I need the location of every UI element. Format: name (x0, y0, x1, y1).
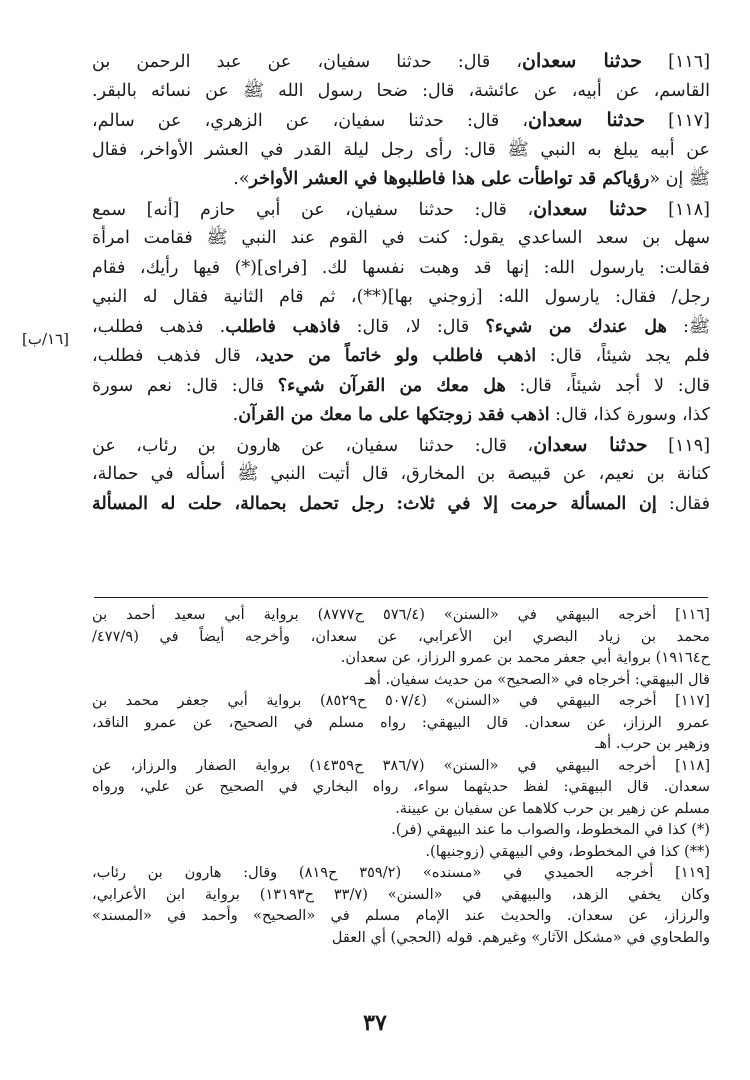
text-segment: سهل بن سعد الساعدي يقول: كنت في القوم عند النبي ﷺ فقامت امرأة (92, 228, 710, 248)
text-segment: ، قال فذهب فطلب، (92, 346, 261, 366)
bold-text: فاذهب فاطلب (225, 316, 341, 337)
footnote-line: قال البيهقي: أخرجاه في «الصحيح» من حديث سفيان. أهـ (364, 670, 710, 688)
text-line (92, 224, 710, 254)
hadith-heading: حدثنا سعدان (533, 197, 648, 220)
text-segment: ﷺ إن « (649, 169, 710, 189)
hadith-heading: حدثنا سعدان (522, 50, 643, 72)
text-segment: ، قال: حدثنا سفيان، عن أبي حازم [أنه] سمع (92, 199, 534, 220)
footnote-line: [١١٧] أخرجه البيهقي في «السنن» (٥٠٧/٤ ح٨٥٢٩) برواية أبي جعفر محمد بن (92, 692, 710, 709)
text-line (92, 342, 710, 372)
text-line (92, 47, 710, 77)
footnote-line: سعدان. قال البيهقي: لفظ حديثهما سواء، رواه البخاري في الصحيح عن علي، ورواه (92, 778, 710, 795)
text-segment: فقال: (656, 493, 710, 514)
footnote-line: محمد بن زياد البصري ابن الأعرابي، عن سعدان، وأخرجه أيضاً في (٤٧٧/٩/ (92, 627, 710, 645)
text-line (92, 283, 710, 313)
text-line (92, 195, 710, 225)
text-segment: [١١٨] (647, 199, 710, 220)
footnote-line: عمرو الرزاز، عن سعدان. قال البيهقي: رواه مسلم في الصحيح، عن عمرو الناقد، (92, 713, 710, 731)
footnote-line: [١١٦] أخرجه البيهقي في «السنن» (٥٧٦/٤ ح٨٧٧٧) برواية أبي سعيد أحمد بن (92, 606, 710, 623)
text-segment: ، قال: حدثنا سفيان، عن الزهري، عن سالم، (92, 111, 529, 131)
bold-text: هل معك من القرآن شيء؟ (277, 375, 506, 396)
footnote-line: [١١٩] أخرجه الحميدي في «مسنده» (٣٥٩/٢ ح٨١٩) وقال: هارون بن رئاب، (92, 864, 710, 881)
text-line (92, 372, 710, 402)
text-segment: كنانة بن نعيم، عن قبيصة بن المخارق، قال أتيت النبي ﷺ أسأله في حمالة، (92, 464, 710, 484)
footnote-line: وكان يخفي الزهد، والبيهقي في «السنن» (٣٣/٧ ح١٣١٩٣) برواية ابن الأعرابي، (92, 885, 710, 903)
footnote-separator (94, 597, 708, 598)
footnote-line: وزهير بن حرب. أهـ (595, 735, 710, 752)
text-segment: [١١٩] (647, 435, 711, 456)
text-segment: قال: قال: نعم سورة (92, 375, 278, 396)
footnote-line: [١١٨] أخرجه البيهقي في «السنن» (٣٨٦/٧ ح١٤٣٥٩) برواية الصفار والرزاز، عن (92, 756, 711, 774)
text-line (92, 431, 710, 461)
footnote-line: والرزاز، عن سعدان. والحديث عند الإمام مسلم في «الصحيح» وأحمد في «المسند» (92, 907, 710, 924)
bold-text: إن المسألة حرمت إلا في ثلاث: رجل تحمل بحمالة، حلت له المسألة (92, 493, 657, 514)
text-segment: قال: لا أجد شيئاً، قال: (505, 375, 711, 396)
text-line (92, 460, 710, 490)
footnote-line: (*) كذا في المخطوط، والصواب ما عند البيهقي (فر). (391, 821, 710, 838)
text-segment: فلم يجد شيئاً، قال: (536, 346, 710, 366)
text-segment: . (232, 405, 239, 425)
text-line (92, 490, 710, 520)
text-line (92, 106, 710, 136)
page-number: ٣٧ (363, 1010, 387, 1036)
text-segment: القاسم، عن أبيه، عن عائشة، قال: ضحا رسول الله ﷺ عن نسائه بالبقر. (92, 80, 710, 101)
text-line (92, 401, 710, 431)
text-segment: فقالت: يارسول الله: إنها قد وهبت نفسها لك. [فراى](*) فيها رأيك، فقام (92, 257, 710, 278)
text-segment: ، قال: حدثنا سفيان، عن عبد الرحمن بن (92, 52, 522, 72)
footnote-line: ح١٩١٦٤) برواية أبي جعفر محمد بن عمرو الرزاز، عن سعدان. (340, 649, 710, 666)
text-segment: [١١٦] (642, 52, 711, 72)
text-line (92, 77, 710, 107)
text-segment: [١١٧] (645, 111, 710, 131)
hadith-heading: حدثنا سعدان (528, 109, 646, 131)
text-segment: رجل/ فقال: يارسول الله: [زوجني بها](**)، ثم قام الثانية فقال له النبي (92, 287, 710, 307)
text-line (92, 165, 710, 195)
text-segment: ﷺ: (666, 316, 711, 337)
bold-text: رؤياكم قد تواطأت على هذا فاطلبوها في العشر الأواخر (249, 169, 650, 189)
hadith-heading: حدثنا سعدان (533, 433, 648, 456)
footnote-line: (**) كذا في المخطوط، وفي البيهقي (زوجنيها). (425, 842, 710, 860)
footnote-line: مسلم عن زهير بن حرب كلاهما عن سفيان بن عيينة. (395, 799, 710, 817)
manuscript-folio-note: [١٦/ب] (22, 330, 70, 348)
text-segment: كذا، وسورة كذا، قال: (549, 405, 710, 425)
text-segment: . فذهب فطلب، (92, 316, 226, 337)
bold-text: هل عندك من شيء؟ (485, 316, 667, 337)
text-segment: ». (233, 169, 250, 189)
text-segment: عن أبيه يبلغ به النبي ﷺ قال: رأى رجل ليلة القدر في العشر الأواخر، فقال (92, 139, 710, 160)
text-segment: ، قال: حدثنا سفيان، عن هارون بن رئاب، عن (92, 435, 534, 456)
footnotes (92, 604, 710, 948)
text-line (92, 136, 710, 166)
main-text (92, 47, 710, 519)
footnote-line: والطحاوي في «مشكل الآثار» وغيرهم. قوله (الحجي) أي العقل (331, 928, 710, 946)
bold-text: اذهب فقد زوجتكها على ما معك من القرآن (238, 405, 550, 425)
text-line (92, 313, 710, 343)
text-line (92, 254, 710, 284)
bold-text: اذهب فاطلب ولو خاتماً من حديد (260, 346, 537, 366)
text-segment: قال: لا، قال: (340, 316, 486, 337)
